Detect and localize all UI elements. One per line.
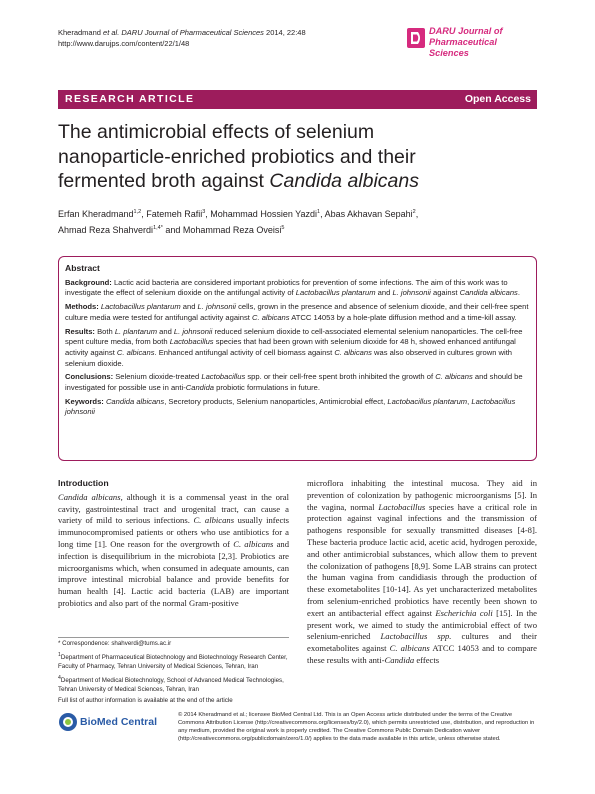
- author-name: and Mohammad Reza Oveisi: [162, 225, 282, 235]
- citation-header: [58, 28, 306, 49]
- abstract-methods: Methods: Lactobacillus plantarum and L. johnsonii cells, grown in the presence and absence of selenium dioxide, and their cell-free spent culture media were tested for antifungal activity against C. albicans ATCC 14053 by a hole-plate diffusion method and a time-kill assay.: [65, 302, 529, 322]
- journal-name-line1: DARU Journal of: [429, 26, 503, 36]
- author-name: , Mohammad Hossien Yazdi: [205, 209, 318, 219]
- abstract-keywords: Keywords: Candida albicans, Secretory products, Selenium nanoparticles, Antimicrobial effect, Lactobacillus plantarum, Lactobacillus johnsonii: [65, 396, 516, 417]
- author-list: Erfan Kheradmand$^{1,2}$, Fatemeh Rafii$^3$, Mohammad Hossien Yazdi$^1$, Abas Akhavan Sepahi$^2$, Ahmad Reza Shahverdi$^{1,4*}$ and Mohammad Reza Oveisi$^5$: [58, 209, 419, 235]
- author-name: , Fatemeh Rafii: [141, 209, 203, 219]
- correspondence-note: * Correspondence: shahverdi@tums.ac.ir: [58, 640, 172, 647]
- citation-line: Kheradmand et al. DARU Journal of Pharmaceutical Sciences 2014, 22:48: [58, 28, 306, 37]
- open-access-label: Open Access: [464, 93, 531, 105]
- body-column-right: [307, 478, 537, 667]
- affiliation-note: Department of Medical Biotechnology, School of Advanced Medical Technologies, Tehran University of Medical Sciences, Tehran, Iran: [58, 677, 284, 693]
- body-column-left: [58, 478, 289, 610]
- author-info-note: Full list of author information is available at the end of the article: [58, 697, 233, 705]
- publisher-logo: [58, 712, 168, 734]
- journal-name-line2: Pharmaceutical Sciences: [429, 37, 497, 58]
- author-name: , Abas Akhavan Sepahi: [320, 209, 413, 219]
- abstract-conclusions: Conclusions: Selenium dioxide-treated Lactobacillus spp. or their cell-free spent broth inhibited the growth of C. albicans and should be investigated for possible use in anti-Candida probiotic formulations in future.: [65, 372, 523, 393]
- article-title: The antimicrobial effects of selenium nanoparticle-enriched probiotics and their fermented broth against Candida albicans: [58, 121, 419, 192]
- abstract-box: [58, 256, 537, 461]
- biomed-central-icon: [58, 712, 78, 732]
- article-url-link[interactable]: http://www.darujps.com/content/22/1/48: [58, 38, 190, 48]
- affiliation-note: Department of Pharmaceutical Biotechnology and Biotechnology Research Center, Faculty of Pharmacy, Tehran University of Medical Sciences, Tehran, Iran: [58, 654, 288, 670]
- footnote-divider: [58, 637, 289, 638]
- abstract-heading: Abstract: [65, 263, 100, 273]
- citation-journal: et al. DARU Journal of Pharmaceutical Sciences: [103, 28, 264, 37]
- author-name: Ahmad Reza Shahverdi: [58, 225, 154, 235]
- body-paragraph: Candida albicans, although it is a commensal yeast in the oral cavity, gastrointestinal tract and urogenital tract, can cause a variety of mild to serious infections. C. albicans usually infects immunocompromised patients or others who use antibiotics for a long time [1]. One reason for the overgrowth of C. albicans and infection is disequilibrium in the microbiota [2,3]. Probiotics are microorganisms which, when consumed in adequate amounts, can improve intestinal microbial balance and provide benefits for human health [4]. Lactic acid bacteria (LAB) are important probiotics and also part of the normal Gram-positive: [58, 491, 289, 608]
- footnotes: * Correspondence: shahverdi@tums.ac.ir $^1$Department of Pharmaceutical Biotechnology and Biotechnology Research Center, Faculty of Pharmacy, Tehran University of Medical Sciences, Tehran, Iran $^4$Department of Medical Biotechnology, School of Advanced Medical Technologies, Tehran University of Medical Sciences, Tehran, Iran Full list of author information is available at the end of the article: [58, 640, 293, 709]
- journal-logo: [407, 26, 537, 66]
- article-type-label: RESEARCH ARTICLE: [65, 93, 195, 105]
- license-text: © 2014 Kheradmand et al.; licensee BioMed Central Ltd. This is an Open Access article distributed under the terms of the Creative Commons Attribution License (http://creativecommons.org/licenses/by/2.0), which permits unrestricted use, distribution, and reproduction in any medium, provided the original work is properly credited. The Creative Commons Public Domain Dedication waiver (http://creativecommons.org/publicdomain/zero/1.0/) applies to the data made available in this article, unless otherwise stated.: [178, 712, 535, 743]
- journal-logo-icon: [407, 28, 425, 48]
- section-heading-introduction: Introduction: [58, 478, 109, 488]
- abstract-results: Results: Both L. plantarum and L. johnsonii reduced selenium dioxide to cell-associated elemental selenium nanoparticles. The cell-free spent culture media, from both Lactobacillus species that had been grown with selenium dioxide for 48 h, showed enhanced antifungal activity against C. albicans. Enhanced antifungal activity of cell biomass against C. albicans was also observed in cultures grown with selenium dioxide.: [65, 326, 523, 368]
- body-paragraph: microflora inhabiting the intestinal mucosa. They aid in prevention of colonization by pathogenic microorganisms [5]. In the vagina, normal Lactobacillus species have a critical role in protection against vaginal infections and the transmission of pathogens responsible for sexually transmitted diseases [4-8]. These bacteria produce lactic acid, acetic acid, hydrogen peroxide, and other antimicrobial substances, which allow them to prevent the colonization of pathogens [8,9]. Some LAB strains can protect the human vagina from candidiasis through the production of these exometabolites [10-14]. As yet uncharacterized metabolites from selenium-enriched probiotics have recently been shown to exert an antibacterial effect against Escherichia coli [15]. In the present work, we aimed to study the antimicrobial effect of two selenium-enriched Lactobacillus spp. cultures and their exometabolites against C. albicans ATCC 14053 and to compare these results with anti-Candida effects: [307, 478, 538, 665]
- publisher-name: BioMed Central: [80, 716, 158, 728]
- article-type-banner: [58, 90, 537, 109]
- abstract-background: Background: Lactic acid bacteria are considered important probiotics for prevention of some infections. The aim of this work was to investigate the effect of selenium dioxide on the antifungal activity of Lactobacillus plantarum and L. johnsonii against Candida albicans.: [65, 277, 520, 298]
- author-name: Erfan Kheradmand: [58, 209, 134, 219]
